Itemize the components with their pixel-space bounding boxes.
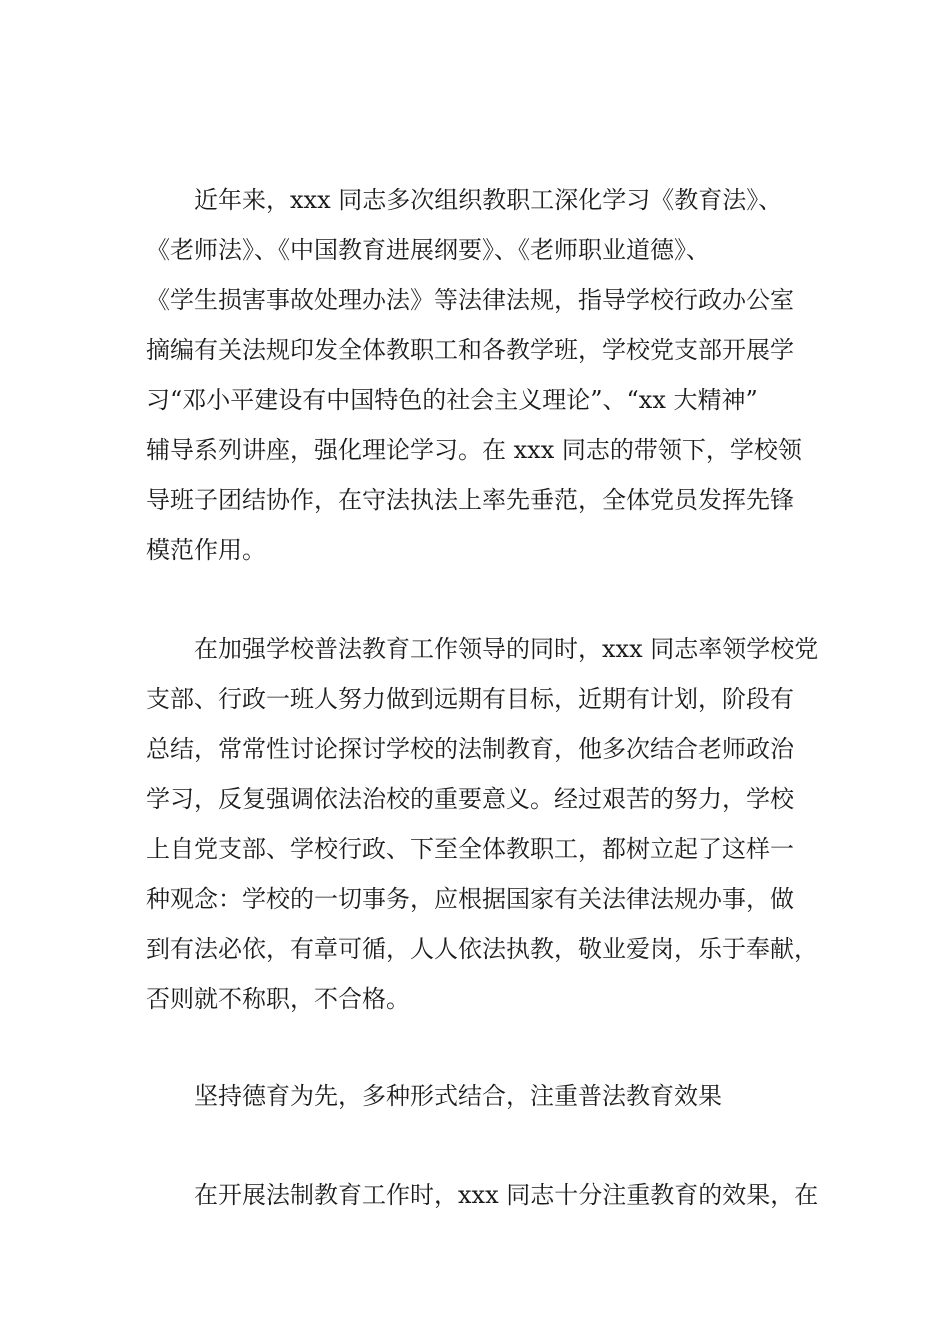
text-line: 导班子团结协作，在守法执法上率先垂范，全体党员发挥先锋 bbox=[146, 486, 794, 514]
text-line: 到有法必依，有章可循，人人依法执教，敬业爱岗，乐于奉献， bbox=[146, 935, 818, 963]
text-line: 总结，常常性讨论探讨学校的法制教育，他多次结合老师政治 bbox=[146, 735, 794, 763]
section-heading: 坚持德育为先，多种形式结合，注重普法教育效果 bbox=[194, 1082, 722, 1110]
text-line: 上自党支部、学校行政、下至全体教职工，都树立起了这样一 bbox=[146, 835, 794, 863]
text-line: 模范作用。 bbox=[146, 536, 266, 564]
text-line: 《学生损害事故处理办法》等法律法规，指导学校行政办公室 bbox=[146, 286, 794, 314]
text-line: 学习，反复强调依法治校的重要意义。经过艰苦的努力，学校 bbox=[146, 785, 794, 813]
text-line: 《老师法》、《中国教育进展纲要》、《老师职业道德》、 bbox=[146, 236, 710, 264]
text-line: 摘编有关法规印发全体教职工和各教学班，学校党支部开展学 bbox=[146, 336, 794, 364]
text-line: 近年来，xxx 同志多次组织教职工深化学习《教育法》、 bbox=[194, 186, 783, 214]
text-line: 在开展法制教育工作时，xxx 同志十分注重教育的效果，在 bbox=[194, 1181, 819, 1209]
text-line: 支部、行政一班人努力做到远期有目标，近期有计划，阶段有 bbox=[146, 685, 794, 713]
text-line: 在加强学校普法教育工作领导的同时，xxx 同志率领学校党 bbox=[194, 635, 819, 663]
text-line: 习“邓小平建设有中国特色的社会主义理论”、“xx 大精神” bbox=[146, 386, 758, 414]
text-line: 种观念：学校的一切事务，应根据国家有关法律法规办事，做 bbox=[146, 885, 794, 913]
text-line: 辅导系列讲座，强化理论学习。在 xxx 同志的带领下，学校领 bbox=[146, 436, 802, 464]
text-line: 否则就不称职，不合格。 bbox=[146, 985, 410, 1013]
